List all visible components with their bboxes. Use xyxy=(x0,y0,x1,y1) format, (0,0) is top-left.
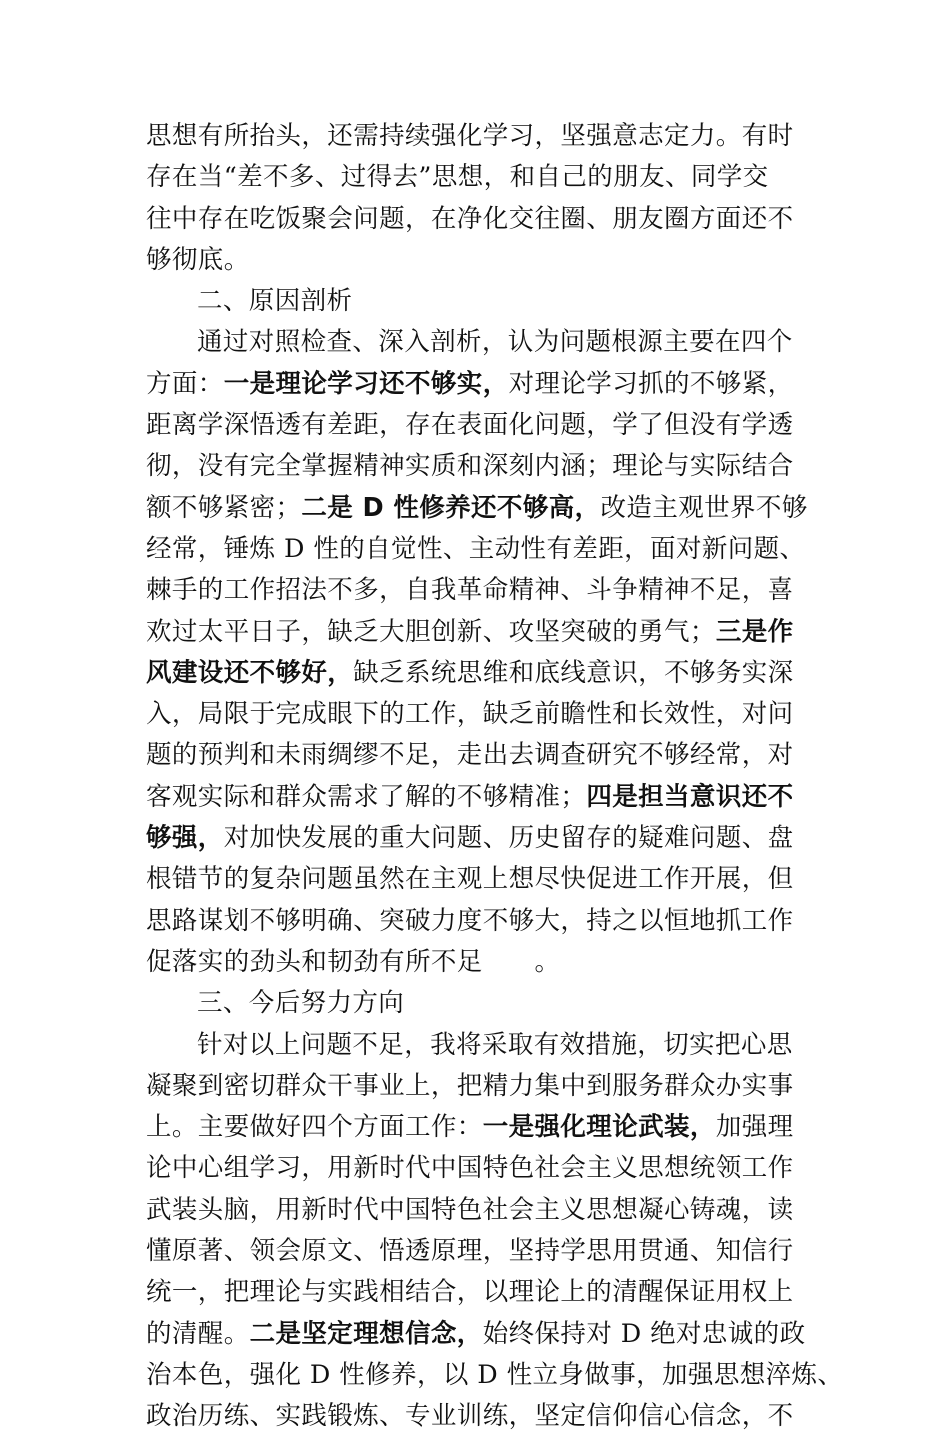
text-segment: 距离学深悟透有差距，存在表面化问题，学了但没有学透 xyxy=(146,410,794,441)
text-segment: 欢过太平日子，缺乏大胆创新、攻坚突破的勇气； xyxy=(146,616,716,647)
text-line xyxy=(146,1107,826,1148)
text-segment: 武装头脑，用新时代中国特色社会主义思想凝心铸魂，读 xyxy=(146,1194,794,1225)
text-segment: 凝聚到密切群众干事业上，把精力集中到服务群众办实事 xyxy=(146,1070,794,1101)
text-line xyxy=(146,612,826,653)
text-segment: 棘手的工作招法不多，自我革命精神、斗争精神不足，喜 xyxy=(146,575,794,606)
text-segment: 思想有所抬头，还需持续强化学习，坚强意志定力。有时 xyxy=(146,121,794,151)
text-line xyxy=(146,446,826,487)
text-line xyxy=(146,653,826,694)
text-line xyxy=(146,818,826,859)
text-line xyxy=(146,901,826,942)
text-line xyxy=(146,777,826,818)
text-line xyxy=(146,1314,826,1355)
text-segment: 三、今后努力方向 xyxy=(197,988,405,1019)
section-heading xyxy=(146,281,826,322)
document-body xyxy=(146,116,844,1438)
text-segment: 思路谋划不够明确、突破力度不够大，持之以恒地抓工作 xyxy=(146,905,794,936)
text-segment: 懂原著、领会原文、悟透原理，坚持学思用贯通、知信行 xyxy=(146,1236,794,1267)
text-segment: 额不够紧密； xyxy=(146,492,302,523)
text-segment: 促落实的劲头和韧劲有所不足 。 xyxy=(146,946,561,977)
bold-emphasis: 二是 D 性修养还不够高， xyxy=(301,492,601,523)
text-segment: 彻，没有完全掌握精神实质和深刻内涵；理论与实际结合 xyxy=(146,451,794,482)
text-segment: 针对以上问题不足，我将采取有效措施，切实把心思 xyxy=(197,1029,793,1060)
text-segment: 统一，把理论与实践相结合，以理论上的清醒保证用权上 xyxy=(146,1277,794,1308)
text-line xyxy=(146,1190,826,1231)
text-segment: 对理论学习抓的不够紧， xyxy=(508,368,794,399)
bold-emphasis: 够强， xyxy=(146,823,224,854)
text-line xyxy=(146,1355,844,1396)
text-segment: 客观实际和群众需求了解的不够精准； xyxy=(146,781,587,812)
text-line xyxy=(146,942,826,983)
text-segment: 对加快发展的重大问题、历史留存的疑难问题、盘 xyxy=(223,823,794,854)
text-line xyxy=(146,735,826,776)
bold-emphasis: 二是坚定理想信念， xyxy=(249,1318,483,1349)
text-line xyxy=(146,116,826,157)
bold-emphasis: 一是强化理论武装， xyxy=(482,1112,716,1143)
text-line xyxy=(146,488,826,529)
text-line xyxy=(146,199,826,240)
bold-emphasis: 三是作 xyxy=(715,616,794,647)
text-segment: 缺乏系统思维和底线意识，不够务实深 xyxy=(353,657,794,688)
text-segment: 通过对照检查、深入剖析，认为问题根源主要在四个 xyxy=(197,327,793,358)
text-line xyxy=(146,1148,826,1189)
text-line xyxy=(146,157,826,198)
section-heading xyxy=(146,983,826,1024)
text-segment: 题的预判和未雨绸缪不足，走出去调查研究不够经常，对 xyxy=(146,740,794,771)
bold-emphasis: 四是担当意识还不 xyxy=(586,781,794,812)
text-line xyxy=(146,240,826,281)
text-segment: 根错节的复杂问题虽然在主观上想尽快促进工作开展，但 xyxy=(146,864,794,895)
text-segment: 治本色，强化 D 性修养，以 D 性立身做事，加强思想淬炼、 xyxy=(146,1359,844,1390)
text-segment: 方面： xyxy=(146,368,224,399)
bold-emphasis: 风建设还不够好， xyxy=(146,657,354,688)
text-line xyxy=(146,1231,826,1272)
text-line xyxy=(146,364,826,405)
text-segment: 上。主要做好四个方面工作： xyxy=(146,1112,483,1143)
text-line xyxy=(146,1025,826,1066)
text-line xyxy=(146,322,826,363)
text-line xyxy=(146,1066,826,1107)
text-line xyxy=(146,1396,826,1437)
text-segment: 论中心组学习，用新时代中国特色社会主义思想统领工作 xyxy=(146,1153,794,1184)
text-line xyxy=(146,405,826,446)
text-segment: 加强理 xyxy=(715,1112,794,1143)
text-line xyxy=(146,570,826,611)
bold-emphasis: 一是理论学习还不够实， xyxy=(223,368,509,399)
text-line xyxy=(146,859,826,900)
text-segment: 往中存在吃饭聚会问题，在净化交往圈、朋友圈方面还不 xyxy=(146,203,794,234)
text-line xyxy=(146,1272,826,1313)
text-segment: 够彻底。 xyxy=(146,244,250,275)
text-segment: 存在当“差不多、过得去”思想，和自己的朋友、同学交 xyxy=(146,162,769,193)
text-segment: 入，局限于完成眼下的工作，缺乏前瞻性和长效性，对问 xyxy=(146,699,794,730)
text-segment: 始终保持对 D 绝对忠诚的政 xyxy=(482,1318,806,1349)
text-line xyxy=(146,694,826,735)
text-segment: 二、原因剖析 xyxy=(197,286,353,317)
text-segment: 政治历练、实践锻炼、专业训练，坚定信仰信心信念，不 xyxy=(146,1401,794,1432)
text-line xyxy=(146,529,826,570)
text-segment: 经常，锤炼 D 性的自觉性、主动性有差距，面对新问题、 xyxy=(146,533,806,564)
text-segment: 的清醒。 xyxy=(146,1318,250,1349)
text-segment: 改造主观世界不够 xyxy=(600,492,808,523)
